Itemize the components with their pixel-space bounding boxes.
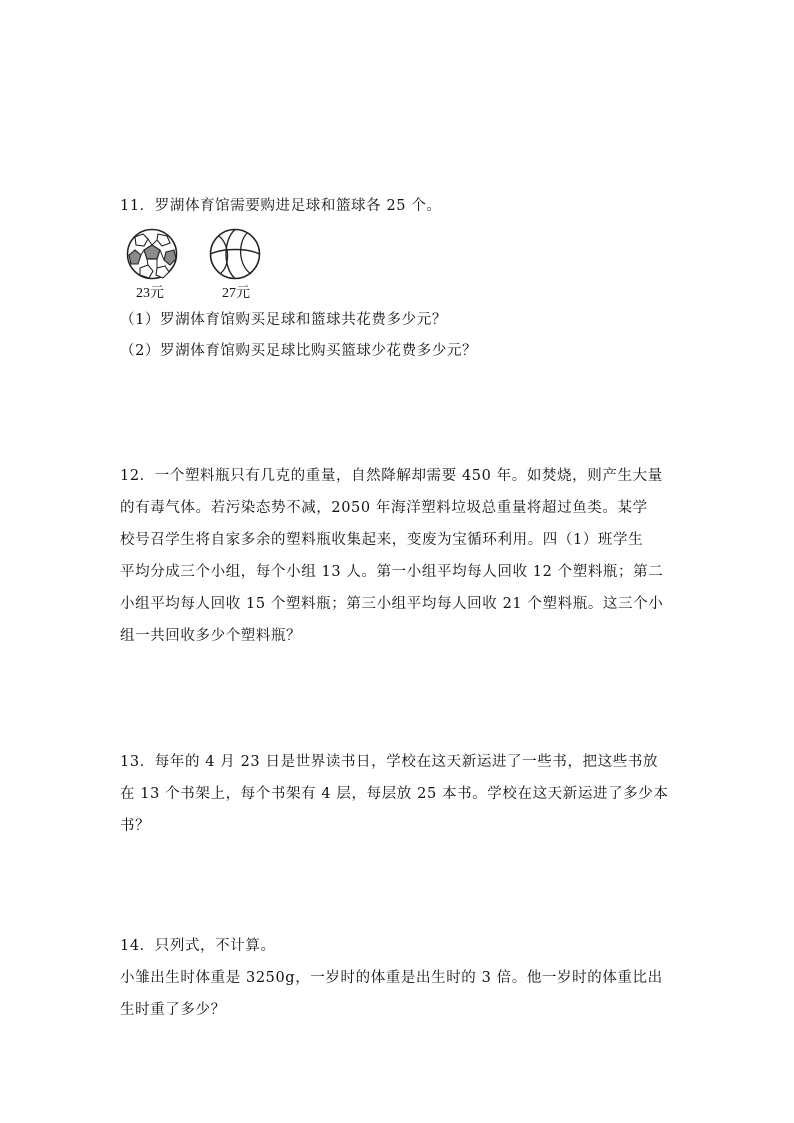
question-14-line: 小雏出生时体重是 3250g，一岁时的体重是出生时的 3 倍。他一岁时的体重比出 [120, 970, 663, 986]
question-14-line: 14．只列式，不计算。 [120, 938, 276, 954]
question-13-line: 书？ [120, 818, 151, 834]
question-11-part-1: （1）罗湖体育馆购买足球和篮球共花费多少元？ [120, 312, 447, 328]
question-13-line: 在 13 个书架上，每个书架有 4 层，每层放 25 本书。学校在这天新运进了多少本 [120, 786, 669, 802]
question-12-line: 平均分成三个小组，每个小组 13 人。第一小组平均每人回收 12 个塑料瓶；第二 [120, 564, 664, 580]
question-11-part-2: （2）罗湖体育馆购买足球比购买篮球少花费多少元？ [120, 343, 478, 359]
question-12-line: 的有毒气体。若污染态势不减，2050 年海洋塑料垃圾总重量将超过鱼类。某学 [120, 500, 648, 516]
basketball-price: 27元 [222, 286, 250, 301]
question-12-line: 组一共回收多少个塑料瓶？ [120, 628, 302, 644]
question-12-line: 小组平均每人回收 15 个塑料瓶；第三小组平均每人回收 21 个塑料瓶。这三个小 [120, 596, 664, 612]
question-12-line: 12．一个塑料瓶只有几克的重量，自然降解却需要 450 年。如焚烧，则产生大量 [120, 468, 663, 484]
question-13-line: 13．每年的 4 月 23 日是世界读书日，学校在这天新运进了一些书，把这些书放 [120, 754, 659, 770]
question-11-title: 11．罗湖体育馆需要购进足球和篮球各 25 个。 [120, 198, 442, 214]
question-14-line: 生时重了多少？ [120, 1002, 226, 1018]
question-12-line: 校号召学生将自家多余的塑料瓶收集起来，变废为宝循环利用。四（1）班学生 [120, 532, 644, 548]
basketball-icon [209, 228, 261, 280]
soccer-ball-icon [126, 228, 178, 280]
soccer-ball-price: 23元 [136, 286, 164, 301]
